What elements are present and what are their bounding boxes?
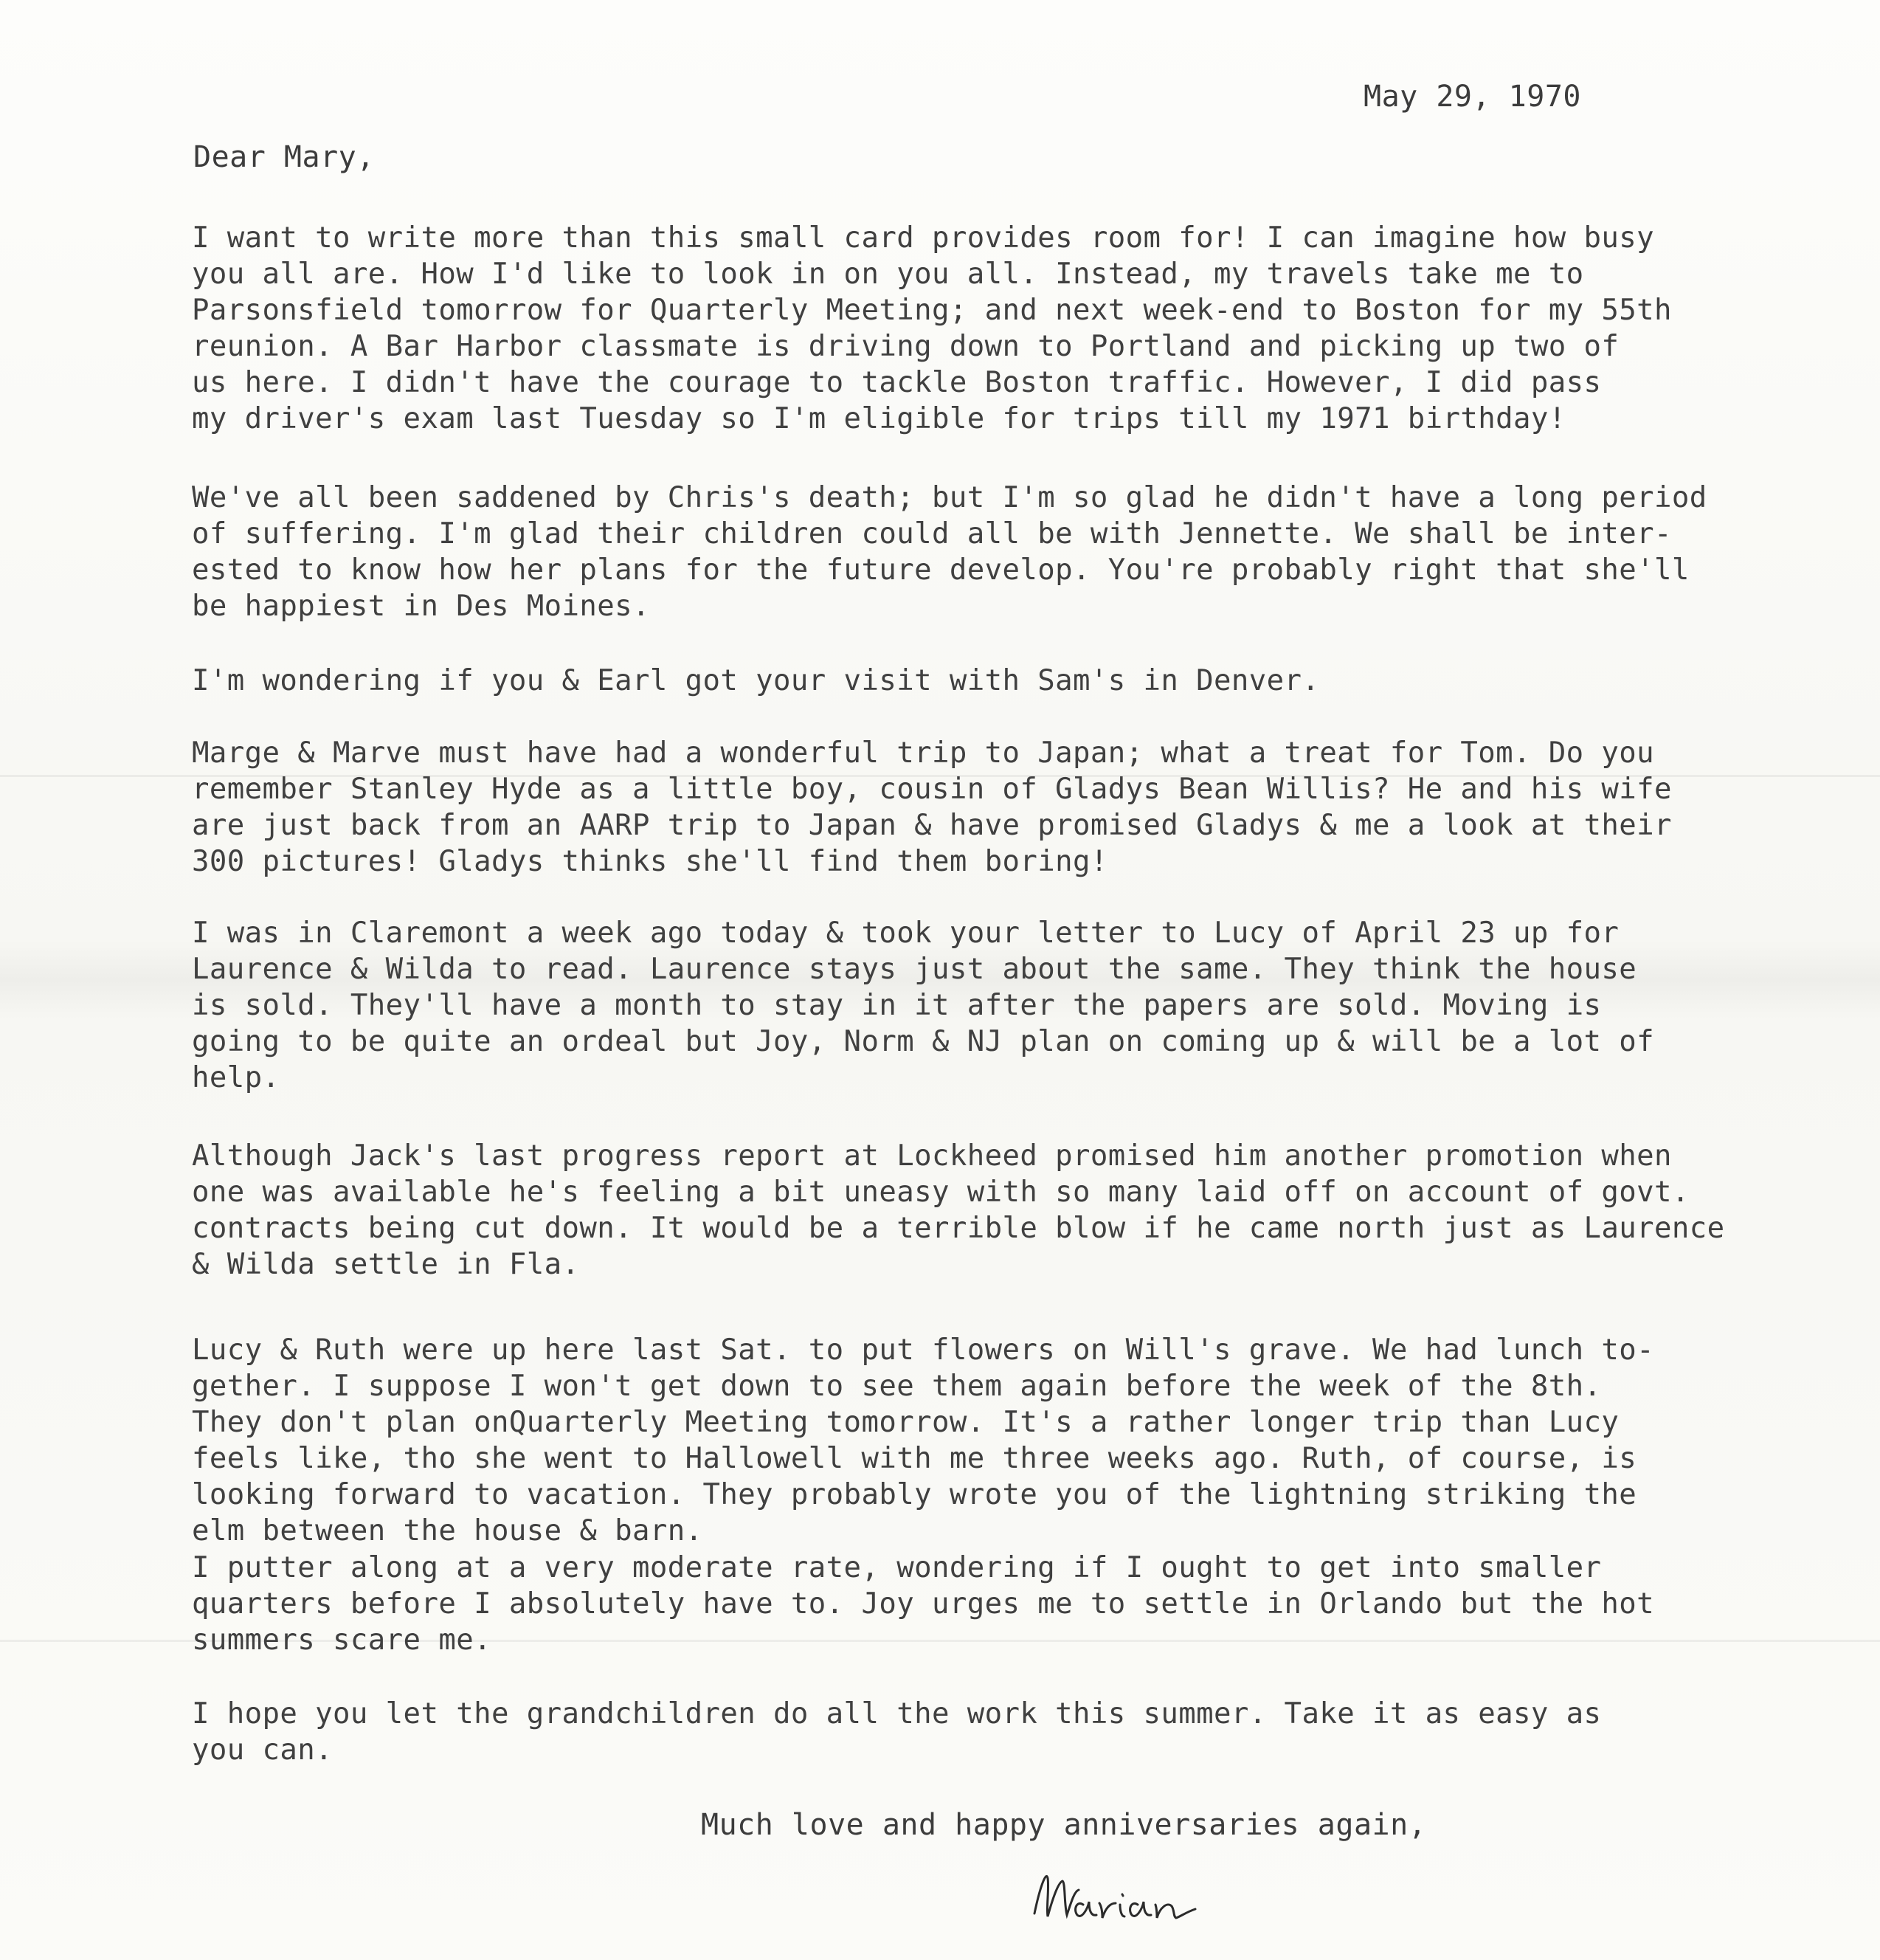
- handwritten-signature: [1026, 1856, 1217, 1937]
- paragraph-4: Marge & Marve must have had a wonderful trip to Japan; what a treat for Tom. Do you remember Stanley Hyde as a little boy, cousin of Gladys Bean Willis? He and his wife are just back from an AARP trip to Japan & have promised Gladys & me a look at their 300 pictures! Gladys thinks she'll find them boring!: [192, 736, 1672, 878]
- paragraph-1: I want to write more than this small card provides room for! I can imagine how busy you all are. How I'd like to look in on you all. Instead, my travels take me to Parsonsfield tomorrow for Quarterly Meeting; and next week-end to Boston for my 55th reunion. A Bar Harbor classmate is driving down to Portland and picking up two of us here. I didn't have the courage to tackle Boston traffic. However, I did pass my driver's exam last Tuesday so I'm eligible for trips till my 1971 birthday!: [192, 221, 1672, 435]
- letter-date: May 29, 1970: [1364, 80, 1581, 114]
- paragraph-7: Lucy & Ruth were up here last Sat. to put flowers on Will's grave. We had lunch to- gether. I suppose I won't get down to see them again before the week of the 8th. They don't plan onQuarterly Meeting tomorrow. It's a rather longer trip than Lucy feels like, tho she went to Hallowell with me three weeks ago. Ruth, of course, is looking forward to vacation. They probably wrote you of the lightning striking the elm between the house & barn.: [192, 1333, 1655, 1547]
- paragraph-6: Although Jack's last progress report at Lockheed promised him another promotion when one was available he's feeling a bit uneasy with so many laid off on account of govt. contracts being cut down. It would be a terrible blow if he came north just as Laurence & Wilda settle in Fla.: [192, 1139, 1725, 1281]
- paragraph-5: I was in Claremont a week ago today & took your letter to Lucy of April 23 up for Laurence & Wilda to read. Laurence stays just about the same. They think the house is sold. They'll have a month to stay in it after the papers are sold. Moving is going to be quite an ordeal but Joy, Norm & NJ plan on coming up & will be a lot of help.: [192, 917, 1655, 1094]
- paragraph-9: I hope you let the grandchildren do all the work this summer. Take it as easy as you can.: [192, 1697, 1602, 1767]
- salutation: Dear Mary,: [193, 140, 375, 174]
- paragraph-8: I putter along at a very moderate rate, wondering if I ought to get into smaller quarters before I absolutely have to. Joy urges me to settle in Orlando but the hot summers scare me.: [192, 1551, 1655, 1657]
- paragraph-3: I'm wondering if you & Earl got your visit with Sam's in Denver.: [192, 664, 1320, 697]
- paragraph-2: We've all been saddened by Chris's death; but I'm so glad he didn't have a long period of suffering. I'm glad their children could all be with Jennette. We shall be inter- ested to know how her plans for the future develop. You're probably right that she'll be happiest in Des Moines.: [192, 481, 1707, 623]
- closing-line: Much love and happy anniversaries again,: [701, 1808, 1427, 1842]
